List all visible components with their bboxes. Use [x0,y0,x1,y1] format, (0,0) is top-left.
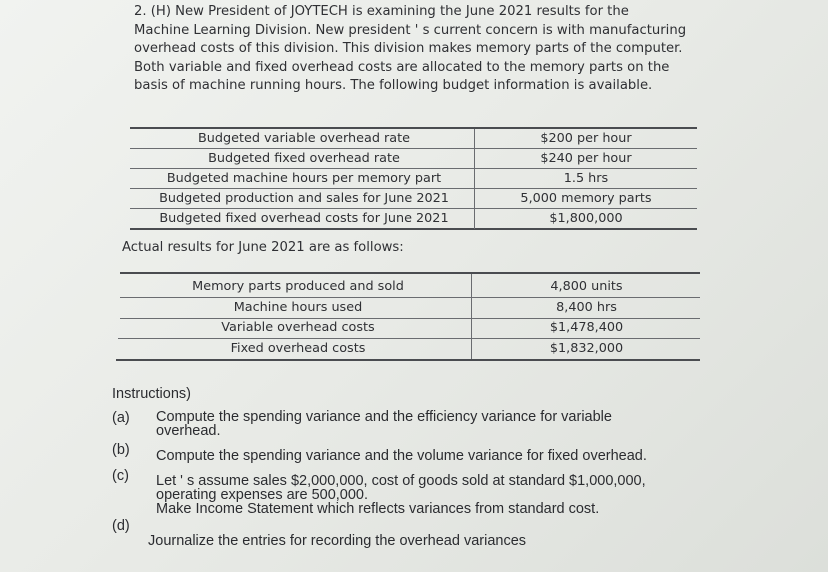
table-rule [116,359,700,361]
row-label: Fixed overhead costs [230,341,366,356]
row-value: 8,400 hrs [556,300,617,315]
item-text: Let ' s assume sales $2,000,000, cost of goods sold at standard $1,000,000, [156,473,646,489]
row-value: $1,832,000 [549,341,624,356]
row-label: Budgeted production and sales for June 2021 [159,191,449,206]
table-rule [120,272,700,274]
row-value: $240 per hour [540,151,632,166]
intro-line: basis of machine running hours. The following budget information is available. [134,78,653,93]
item-text: Journalize the entries for recording the overhead variances [148,533,527,549]
row-label: Variable overhead costs [221,320,375,335]
item-marker: (a) [112,410,130,426]
row-label: Budgeted machine hours per memory part [166,171,442,186]
row-label: Memory parts produced and sold [192,279,404,294]
row-value: 4,800 units [550,279,623,294]
item-marker: (c) [112,468,129,484]
item-text: Make Income Statement which reflects variances from standard cost. [156,501,600,517]
row-label: Budgeted fixed overhead rate [208,151,400,166]
intro-line: Machine Learning Division. New president ' s current concern is with manufacturing [134,22,687,38]
intro-line: Both variable and fixed overhead costs are allocated to the memory parts on the [134,59,670,75]
row-value: 5,000 memory parts [520,191,652,206]
item-marker: (d) [112,518,130,534]
row-value: $1,478,400 [549,320,624,335]
problem-intro [134,3,709,96]
column-divider [474,129,475,229]
row-label: Machine hours used [233,300,363,315]
instructions-title: Instructions) [112,386,191,402]
item-text: overhead. [156,423,221,439]
actual-results-label: Actual results for June 2021 are as follows: [122,240,404,255]
item-text: operating expenses are 500,000. [156,487,369,503]
intro-line: 2. (H) New President of JOYTECH is examining the June 2021 results for the [134,4,629,19]
row-value: $200 per hour [540,131,632,146]
item-text: Compute the spending variance and the efficiency variance for variable [156,409,612,425]
intro-line: overhead costs of this division. This division makes memory parts of the computer. [134,41,683,56]
row-value: $1,800,000 [549,211,623,226]
row-value: 1.5 hrs [563,171,609,186]
item-marker: (b) [112,442,130,458]
row-label: Budgeted fixed overhead costs for June 2021 [159,211,449,226]
item-text: Compute the spending variance and the volume variance for fixed overhead. [156,448,647,464]
row-label: Budgeted variable overhead rate [197,131,411,146]
